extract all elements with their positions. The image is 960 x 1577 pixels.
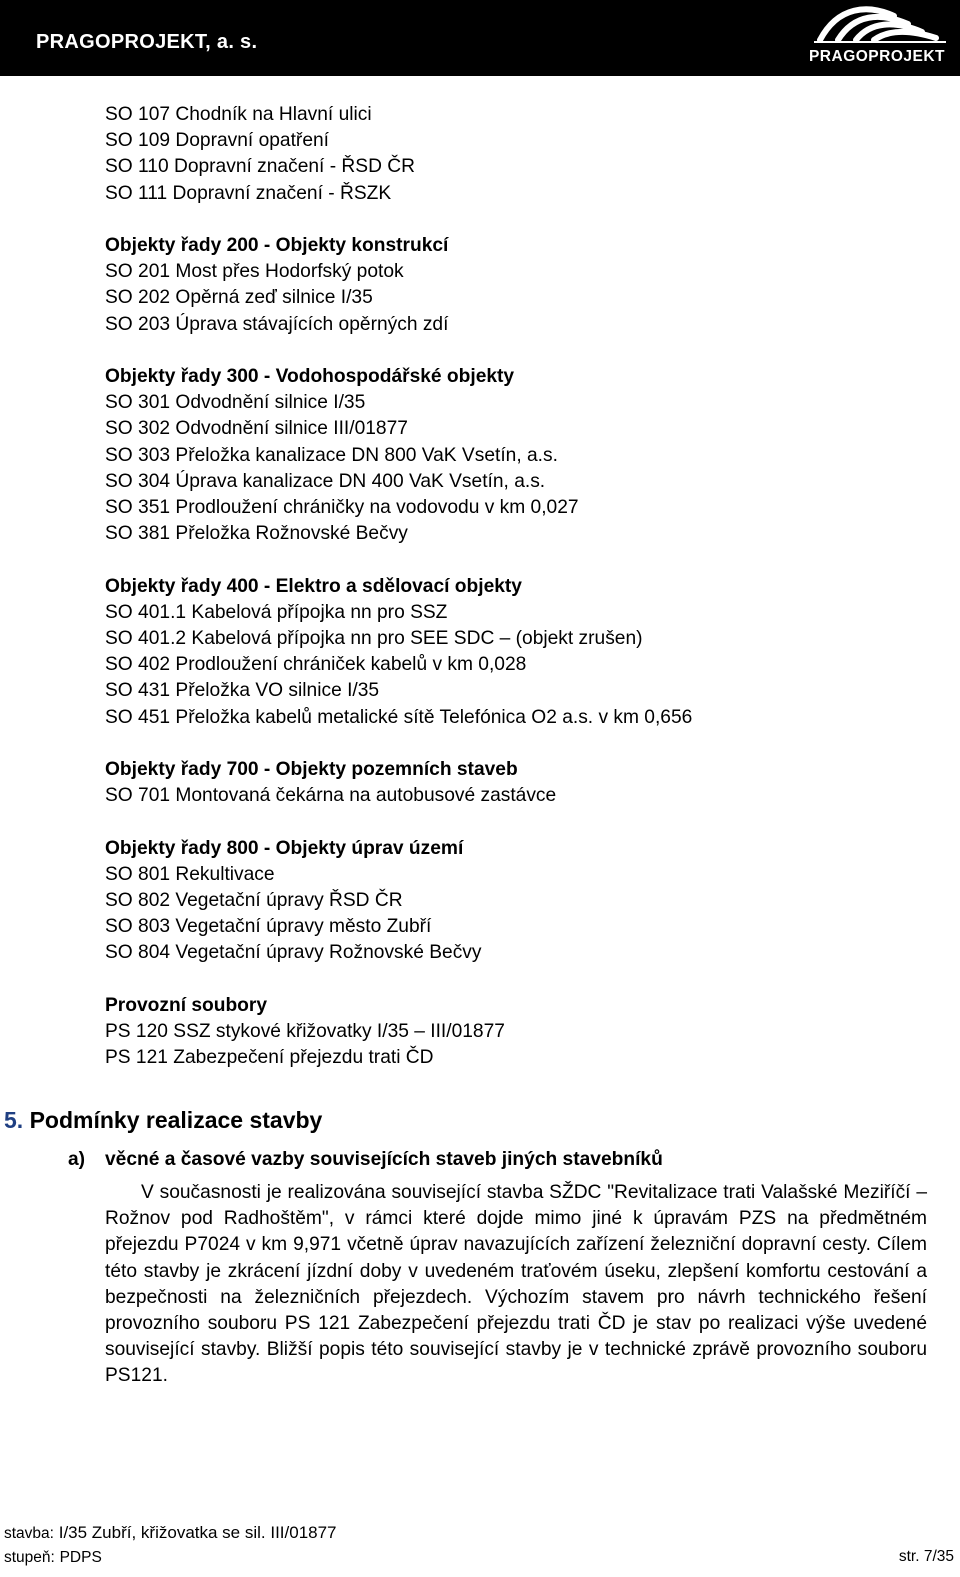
company-name: PRAGOPROJEKT, a. s. [36, 31, 258, 53]
object-item: SO 304 Úprava kanalizace DN 400 VaK Vsetín, a.s. [105, 470, 546, 492]
object-item: SO 111 Dopravní značení - ŘSZK [105, 182, 392, 204]
footer-row-stupen [4, 1545, 954, 1569]
group-heading: Objekty řady 800 - Objekty úprav území [105, 837, 464, 859]
object-item: SO 801 Rekultivace [105, 863, 275, 885]
object-group [105, 757, 935, 809]
section-title: Podmínky realizace stavby [29, 1107, 323, 1133]
subsection-heading [68, 1149, 663, 1171]
footer-stavba-value: I/35 Zubří, křižovatka se sil. III/01877 [58, 1523, 337, 1542]
object-item: SO 109 Dopravní opatření [105, 130, 329, 152]
subsection-title: věcné a časové vazby souvisejících staveb jiných stavebníků [105, 1149, 663, 1170]
footer-stupen-value: PDPS [59, 1549, 102, 1566]
object-group [105, 574, 935, 731]
object-item: SO 701 Montovaná čekárna na autobusové zastávce [105, 785, 557, 807]
page-number: str. 7/35 [898, 1548, 954, 1565]
pragoprojekt-logo [798, 2, 956, 72]
group-heading: Objekty řady 400 - Elektro a sdělovací objekty [105, 575, 522, 597]
group-heading: Objekty řady 200 - Objekty konstrukcí [105, 235, 449, 256]
object-item: SO 302 Odvodnění silnice III/01877 [105, 418, 408, 440]
group-heading: Objekty řady 300 - Vodohospodářské objekty [105, 366, 515, 387]
object-list [105, 102, 935, 1098]
object-item: SO 802 Vegetační úpravy ŘSD ČR [105, 890, 403, 912]
object-item: SO 804 Vegetační úpravy Rožnovské Bečvy [105, 942, 482, 964]
footer-stavba-label: stavba: [4, 1525, 54, 1542]
object-item: SO 202 Opěrná zeď silnice I/35 [105, 287, 373, 309]
object-item: SO 203 Úprava stávajících opěrných zdí [105, 313, 449, 335]
object-group [105, 993, 935, 1072]
object-item: PS 121 Zabezpečení přejezdu trati ČD [105, 1047, 434, 1069]
object-item: SO 201 Most přes Hodorfský potok [105, 261, 404, 283]
object-group [105, 836, 935, 967]
page-footer [4, 1521, 954, 1569]
object-item: SO 803 Vegetační úpravy město Zubří [105, 916, 432, 938]
footer-stupen-label: stupeň: [4, 1549, 55, 1566]
object-item: SO 402 Prodloužení chrániček kabelů v km 0,028 [105, 654, 527, 676]
page-header [0, 0, 960, 76]
object-item: SO 351 Prodloužení chráničky na vodovodu v km 0,027 [105, 497, 579, 519]
object-item: SO 431 Přeložka VO silnice I/35 [105, 680, 380, 702]
object-item: PS 120 SSZ stykové křižovatky I/35 – III/01877 [105, 1021, 505, 1043]
object-item: SO 110 Dopravní značení - ŘSD ČR [105, 156, 415, 178]
object-item: SO 401.2 Kabelová přípojka nn pro SEE SDC – (objekt zrušen) [105, 628, 643, 650]
object-item: SO 303 Přeložka kanalizace DN 800 VaK Vsetín, a.s. [105, 444, 558, 466]
logo-text: PRAGOPROJEKT [808, 48, 946, 65]
group-heading: Objekty řady 700 - Objekty pozemních staveb [105, 759, 518, 781]
subsection-letter: a) [68, 1149, 86, 1170]
section-heading [4, 1107, 322, 1134]
footer-row-stavba [4, 1521, 954, 1545]
object-group [105, 233, 935, 338]
object-group [105, 102, 935, 207]
object-item: SO 301 Odvodnění silnice I/35 [105, 392, 366, 414]
group-heading: Provozní soubory [105, 994, 268, 1016]
body-paragraph: V současnosti je realizována související stavba SŽDC "Revitalizace trati Valašské Meziříčí – Rožnov pod Radhoštěm", v rámci které dojde mimo jiné k úpravám PZS na předmětném přejezdu P7024 v km 9,971 včetně úprav navazujících zařízení železniční dopravní cesty. Cílem této stavby je zkrácení jízdní doby v uvedeném traťovém úseku, zlepšení komfortu cestování a bezpečnosti na železničních přejezdech. Výchozím stavem pro návrh technického řešení provozního souboru PS 121 Zabezpečení přejezdu trati ČD je stav po realizaci výše uvedené související stavby. Bližší popis této související stavby je v technické zprávě provozního souboru PS121. [105, 1182, 927, 1387]
object-item: SO 381 Přeložka Rožnovské Bečvy [105, 523, 408, 545]
object-item: SO 107 Chodník na Hlavní ulici [105, 104, 372, 125]
object-item: SO 401.1 Kabelová přípojka nn pro SSZ [105, 601, 448, 623]
object-item: SO 451 Přeložka kabelů metalické sítě Telefónica O2 a.s. v km 0,656 [105, 706, 693, 728]
object-group [105, 364, 935, 547]
section-number: 5. [4, 1107, 24, 1133]
